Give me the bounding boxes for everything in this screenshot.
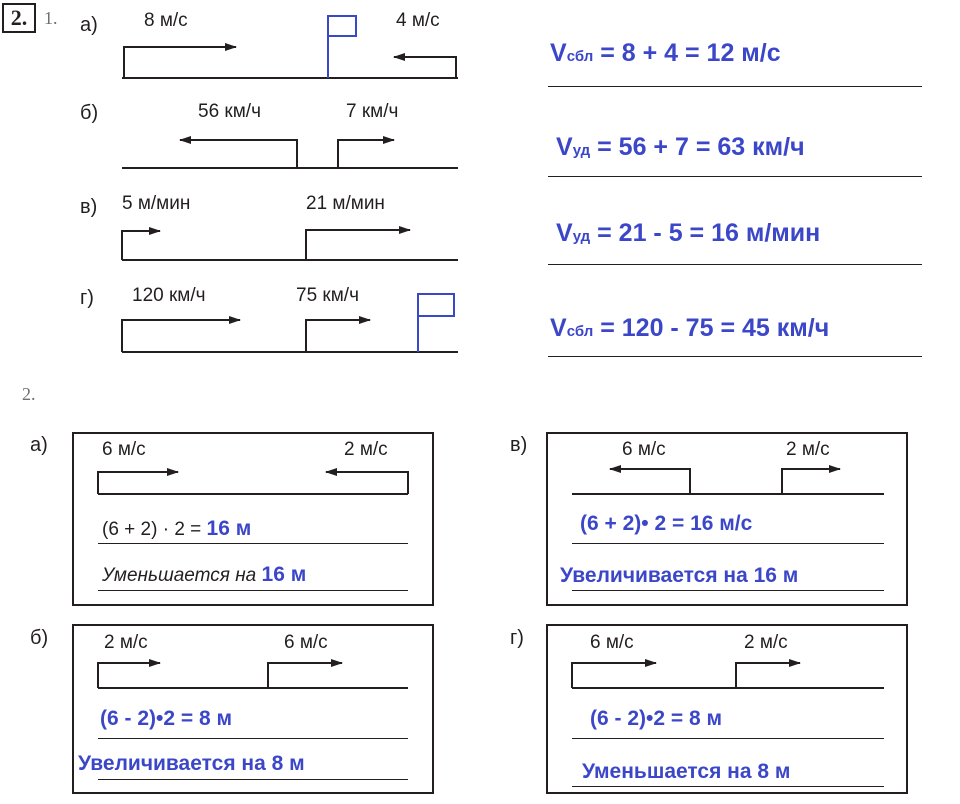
speed-2g-left: 6 м/с	[590, 632, 634, 653]
conclusion-line-2a	[98, 590, 408, 591]
conclusion-2g: Уменьшается на 8 м	[582, 760, 791, 783]
task-number-badge: 2.	[2, 3, 36, 33]
conclusion-2v: Увеличивается на 16 м	[560, 564, 799, 587]
speed-2b-right: 6 м/с	[284, 632, 328, 653]
label-1b: б)	[80, 102, 99, 124]
arrow-4ms	[394, 57, 456, 78]
formula-line-2b	[98, 738, 408, 739]
label-2v: в)	[510, 434, 528, 456]
formula-line-2a	[98, 543, 408, 544]
arrow-120kmh	[122, 320, 240, 352]
speed-1a-right: 4 м/с	[396, 10, 440, 31]
arrow-5mmin	[122, 231, 160, 260]
label-2a: а)	[30, 434, 48, 456]
speed-1v-left: 5 м/мин	[122, 193, 191, 214]
label-1a: а)	[80, 14, 98, 36]
arrow-8ms	[124, 47, 236, 78]
formula-2b: (6 - 2)•2 = 8 м	[100, 707, 233, 730]
answer-1b: Vуд = 56 + 7 = 63 км/ч	[556, 133, 805, 161]
formula-2a: (6 + 2) · 2 = 16 м	[102, 517, 252, 540]
formula-line-2g	[572, 738, 884, 739]
arrow-21mmin	[306, 230, 410, 260]
conclusion-line-2g	[572, 786, 884, 787]
formula-line-2v	[572, 543, 884, 544]
flag-1a	[328, 16, 356, 36]
label-1v: в)	[80, 196, 98, 218]
speed-1g-right: 75 км/ч	[296, 285, 359, 306]
answer-line-1v	[548, 264, 922, 265]
speed-2a-left: 6 м/с	[102, 439, 146, 460]
answer-1a: Vсбл = 8 + 4 = 12 м/с	[550, 39, 781, 67]
conclusion-2b: Увеличивается на 8 м	[78, 752, 305, 775]
formula-2g: (6 - 2)•2 = 8 м	[590, 707, 723, 730]
speed-1a-left: 8 м/с	[144, 10, 188, 31]
answer-line-1a	[548, 86, 922, 87]
speed-2v-right: 2 м/с	[786, 439, 830, 460]
speed-1b-right: 7 км/ч	[346, 101, 399, 122]
speed-2b-left: 2 м/с	[104, 632, 148, 653]
arrow-56kmh	[180, 140, 297, 168]
flag-1g	[418, 294, 454, 316]
label-1g: г)	[80, 287, 94, 309]
speed-1v-right: 21 м/мин	[306, 193, 385, 214]
conclusion-line-2b	[98, 779, 408, 780]
answer-line-1b	[548, 176, 922, 177]
label-2g: г)	[510, 627, 524, 649]
part-2-number: 2.	[22, 384, 36, 404]
speed-2g-right: 2 м/с	[744, 632, 788, 653]
answer-line-1g	[548, 356, 922, 357]
conclusion-line-2v	[572, 590, 884, 591]
conclusion-2a: Уменьшается на 16 м	[102, 563, 307, 586]
answer-1v: Vуд = 21 - 5 = 16 м/мин	[556, 219, 821, 247]
formula-2v: (6 + 2)• 2 = 16 м/с	[580, 512, 753, 535]
speed-2a-right: 2 м/с	[344, 439, 388, 460]
part-1-number: 1.	[44, 8, 58, 28]
speed-1b-left: 56 км/ч	[198, 101, 261, 122]
speed-2v-left: 6 м/с	[622, 439, 666, 460]
label-2b: б)	[30, 627, 49, 649]
answer-1g: Vсбл = 120 - 75 = 45 км/ч	[550, 314, 830, 342]
arrow-7kmh	[338, 140, 394, 168]
arrow-75kmh	[306, 320, 370, 352]
speed-1g-left: 120 км/ч	[132, 285, 206, 306]
